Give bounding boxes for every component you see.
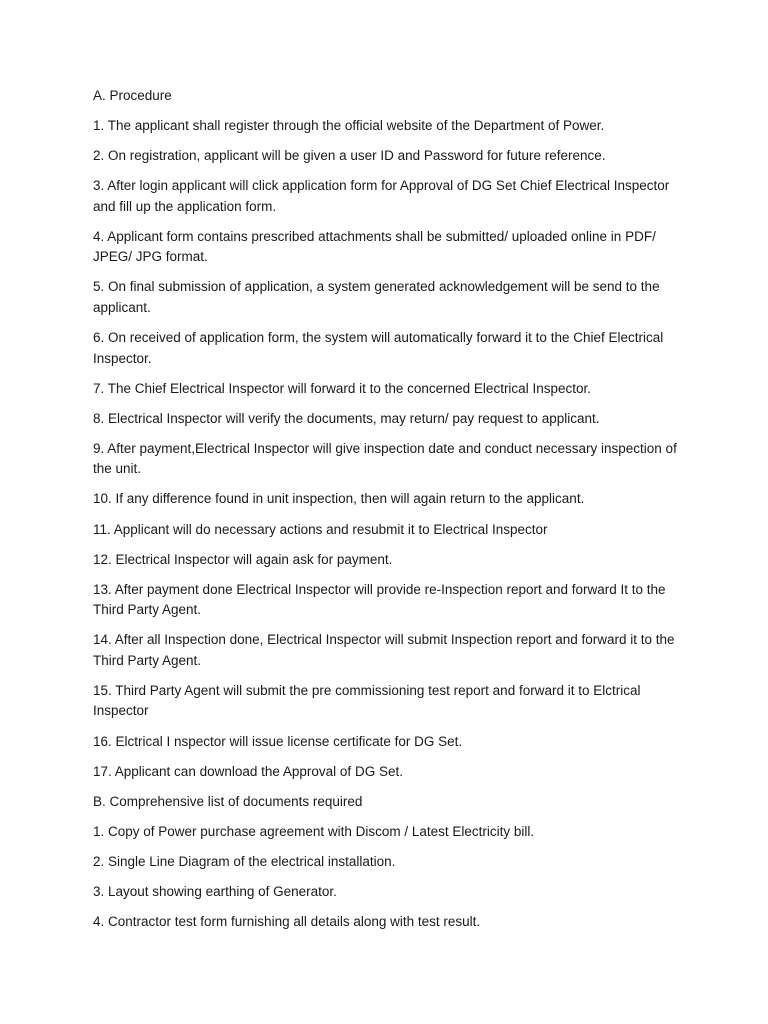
procedure-step-15: 15. Third Party Agent will submit the pre commissioning test report and forward it to Elctrical Inspector (93, 682, 641, 719)
procedure-step-16: 16. Elctrical I nspector will issue license certificate for DG Set. (93, 733, 463, 749)
procedure-step-14: 14. After all Inspection done, Electrical Inspector will submit Inspection report and forward it to the Third Party Agent. (93, 632, 675, 668)
procedure-step-12: 12. Electrical Inspector will again ask for payment. (93, 551, 393, 567)
document-page (93, 86, 685, 942)
procedure-step-2: 2. On registration, applicant will be given a user ID and Password for future reference. (93, 148, 606, 164)
procedure-step-7: 7. The Chief Electrical Inspector will forward it to the concerned Electrical Inspector. (93, 380, 591, 396)
section-heading-procedure: A. Procedure (93, 88, 172, 103)
procedure-step-5: 5. On final submission of application, a system generated acknowledgement will be send to the applicant. (93, 279, 660, 315)
procedure-step-1: 1. The applicant shall register through the official website of the Department of Power. (93, 118, 605, 134)
procedure-step-4: 4. Applicant form contains prescribed attachments shall be submitted/ uploaded online in PDF/ JPEG/ JPG format. (93, 228, 656, 265)
procedure-step-13: 13. After payment done Electrical Inspector will provide re-Inspection report and forward It to the Third Party Agent. (93, 581, 666, 618)
document-item-4: 4. Contractor test form furnishing all details along with test result. (93, 914, 481, 930)
document-item-2: 2. Single Line Diagram of the electrical installation. (93, 853, 396, 869)
procedure-step-3: 3. After login applicant will click application form for Approval of DG Set Chief Electrical Inspector and fill up the application form. (93, 178, 670, 214)
procedure-step-10: 10. If any difference found in unit inspection, then will again return to the applicant. (93, 491, 585, 507)
procedure-step-6: 6. On received of application form, the system will automatically forward it to the Chief Electrical Inspector. (93, 330, 664, 366)
document-item-3: 3. Layout showing earthing of Generator. (93, 883, 337, 899)
procedure-step-11: 11. Applicant will do necessary actions and resubmit it to Electrical Inspector (93, 521, 548, 537)
procedure-step-17: 17. Applicant can download the Approval of DG Set. (93, 763, 403, 779)
section-heading-documents: B. Comprehensive list of documents required (93, 793, 363, 809)
procedure-step-8: 8. Electrical Inspector will verify the documents, may return/ pay request to applicant. (93, 410, 600, 426)
document-item-1: 1. Copy of Power purchase agreement with Discom / Latest Electricity bill. (93, 823, 535, 839)
procedure-step-9: 9. After payment,Electrical Inspector will give inspection date and conduct necessary inspection of the unit. (93, 440, 677, 477)
